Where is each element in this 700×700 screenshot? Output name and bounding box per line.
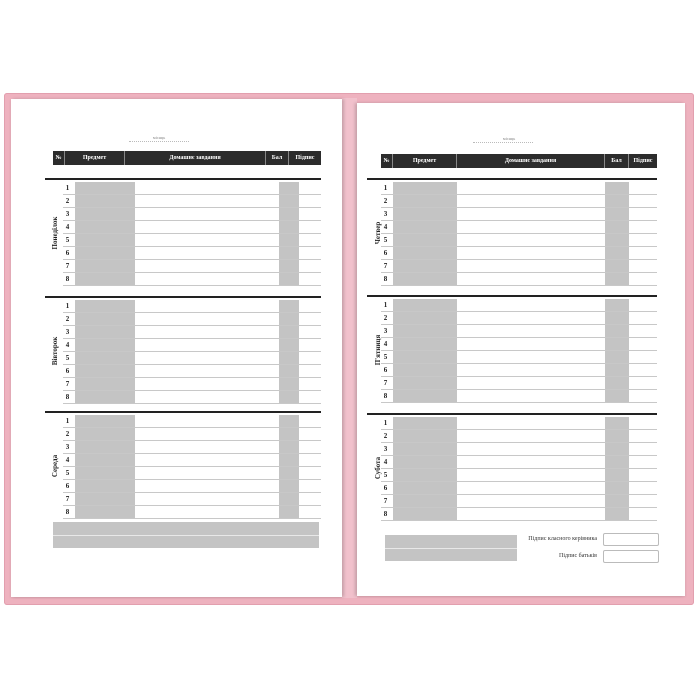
lesson-row[interactable] <box>63 352 321 365</box>
lesson-row[interactable] <box>381 234 657 247</box>
teacher-sign-label: Підпис класного керівника <box>528 536 597 542</box>
lesson-row[interactable] <box>381 273 657 286</box>
lesson-number: 6 <box>383 366 388 374</box>
table-header <box>53 151 321 165</box>
lesson-number: 1 <box>65 417 70 425</box>
lesson-number: 2 <box>383 197 388 205</box>
diary-spine <box>342 98 357 598</box>
lesson-number: 4 <box>65 223 70 231</box>
lesson-row[interactable] <box>63 365 321 378</box>
lesson-number: 2 <box>65 197 70 205</box>
col-sign: Підпис <box>633 158 653 164</box>
lesson-row[interactable] <box>63 247 321 260</box>
lesson-row[interactable] <box>381 312 657 325</box>
lesson-row[interactable] <box>63 182 321 195</box>
day-divider <box>367 178 657 180</box>
lesson-row[interactable] <box>381 208 657 221</box>
lesson-row[interactable] <box>63 260 321 273</box>
lesson-number: 3 <box>65 443 70 451</box>
right-page <box>357 103 685 596</box>
lesson-number: 3 <box>383 327 388 335</box>
lesson-number: 1 <box>65 302 70 310</box>
lesson-number: 1 <box>383 301 388 309</box>
lesson-row[interactable] <box>63 378 321 391</box>
col-num: № <box>381 154 393 168</box>
col-homework: Домашнє завдання <box>457 154 605 168</box>
col-num: № <box>53 151 65 165</box>
lesson-row[interactable] <box>63 208 321 221</box>
lesson-number: 8 <box>383 510 388 518</box>
table-header <box>381 154 657 168</box>
lesson-number: 5 <box>383 471 388 479</box>
lesson-row[interactable] <box>63 326 321 339</box>
lesson-number: 7 <box>383 497 388 505</box>
col-sign: Підпис <box>295 155 315 161</box>
week-line <box>129 141 189 142</box>
parents-sign-box <box>603 550 659 563</box>
col-subject: Предмет <box>393 154 457 168</box>
lesson-number: 3 <box>65 210 70 218</box>
lesson-number: 5 <box>383 236 388 244</box>
lesson-row[interactable] <box>63 454 321 467</box>
lesson-row[interactable] <box>381 195 657 208</box>
lesson-number: 5 <box>383 353 388 361</box>
lesson-row[interactable] <box>63 195 321 208</box>
lesson-row[interactable] <box>63 506 321 519</box>
lesson-number: 6 <box>65 482 70 490</box>
day-divider <box>367 295 657 297</box>
lesson-row[interactable] <box>381 417 657 430</box>
lesson-number: 5 <box>65 236 70 244</box>
lesson-number: 8 <box>65 508 70 516</box>
lesson-number: 8 <box>383 275 388 283</box>
day-divider <box>45 178 321 180</box>
lesson-number: 2 <box>65 430 70 438</box>
lesson-number: 1 <box>65 184 70 192</box>
lesson-number: 8 <box>383 392 388 400</box>
lesson-row[interactable] <box>381 443 657 456</box>
lesson-row[interactable] <box>63 234 321 247</box>
lesson-row[interactable] <box>63 441 321 454</box>
lesson-number: 7 <box>65 380 70 388</box>
lesson-row[interactable] <box>63 391 321 404</box>
lesson-number: 2 <box>65 315 70 323</box>
day-block <box>45 411 321 519</box>
lesson-row[interactable] <box>381 247 657 260</box>
col-grade: Бал <box>266 151 289 165</box>
col-homework: Домашнє завдання <box>125 151 266 165</box>
day-name: П'ятниця <box>374 334 382 366</box>
lesson-number: 7 <box>65 495 70 503</box>
parents-sign-label: Підпис батьків <box>559 553 597 559</box>
lesson-number: 3 <box>383 445 388 453</box>
day-block <box>367 413 657 521</box>
lesson-row[interactable] <box>381 430 657 443</box>
lesson-row[interactable] <box>63 339 321 352</box>
lesson-number: 6 <box>65 367 70 375</box>
lesson-number: 5 <box>65 469 70 477</box>
lesson-number: 2 <box>383 314 388 322</box>
lesson-number: 4 <box>383 458 388 466</box>
lesson-row[interactable] <box>381 508 657 521</box>
lesson-row[interactable] <box>381 260 657 273</box>
lesson-number: 7 <box>383 379 388 387</box>
day-name: Субота <box>374 456 382 480</box>
lesson-number: 6 <box>65 249 70 257</box>
day-name: Вівторок <box>51 336 59 366</box>
lesson-number: 1 <box>383 184 388 192</box>
lesson-number: 1 <box>383 419 388 427</box>
lesson-number: 7 <box>65 262 70 270</box>
lesson-row[interactable] <box>63 467 321 480</box>
lesson-row[interactable] <box>63 493 321 506</box>
day-block <box>367 295 657 403</box>
lesson-row[interactable] <box>381 221 657 234</box>
lesson-row[interactable] <box>381 351 657 364</box>
week-label: місяць <box>153 135 166 140</box>
lesson-row[interactable] <box>381 495 657 508</box>
notes-divider <box>53 535 319 536</box>
lesson-number: 3 <box>65 328 70 336</box>
day-divider <box>45 296 321 298</box>
lesson-row[interactable] <box>381 325 657 338</box>
lesson-number: 6 <box>383 249 388 257</box>
lesson-number: 7 <box>383 262 388 270</box>
teacher-sign-box <box>603 533 659 546</box>
left-page <box>11 99 342 597</box>
lesson-number: 4 <box>65 456 70 464</box>
week-label: місяць <box>503 136 516 141</box>
col-subject: Предмет <box>65 151 125 165</box>
day-block <box>45 296 321 404</box>
lesson-number: 4 <box>383 223 388 231</box>
lesson-row[interactable] <box>63 428 321 441</box>
day-name: Четвер <box>374 221 382 245</box>
lesson-number: 6 <box>383 484 388 492</box>
lesson-row[interactable] <box>381 482 657 495</box>
lesson-number: 4 <box>383 340 388 348</box>
lesson-row[interactable] <box>381 182 657 195</box>
day-name: Понеділок <box>51 216 59 250</box>
day-name: Середа <box>51 454 59 478</box>
lesson-row[interactable] <box>63 273 321 286</box>
lesson-row[interactable] <box>381 299 657 312</box>
lesson-row[interactable] <box>381 364 657 377</box>
day-block <box>367 178 657 286</box>
lesson-row[interactable] <box>63 480 321 493</box>
lesson-row[interactable] <box>63 300 321 313</box>
lesson-number: 4 <box>65 341 70 349</box>
lesson-number: 5 <box>65 354 70 362</box>
day-block <box>45 178 321 286</box>
lesson-number: 8 <box>65 275 70 283</box>
lesson-row[interactable] <box>381 390 657 403</box>
lesson-row[interactable] <box>381 469 657 482</box>
lesson-row[interactable] <box>63 313 321 326</box>
lesson-number: 8 <box>65 393 70 401</box>
lesson-row[interactable] <box>381 338 657 351</box>
notes-divider <box>385 548 517 549</box>
lesson-row[interactable] <box>381 377 657 390</box>
lesson-number: 2 <box>383 432 388 440</box>
day-divider <box>45 411 321 413</box>
lesson-row[interactable] <box>63 415 321 428</box>
week-line <box>473 142 533 143</box>
lesson-row[interactable] <box>63 221 321 234</box>
day-divider <box>367 413 657 415</box>
lesson-number: 3 <box>383 210 388 218</box>
lesson-row[interactable] <box>381 456 657 469</box>
col-grade: Бал <box>605 154 629 168</box>
